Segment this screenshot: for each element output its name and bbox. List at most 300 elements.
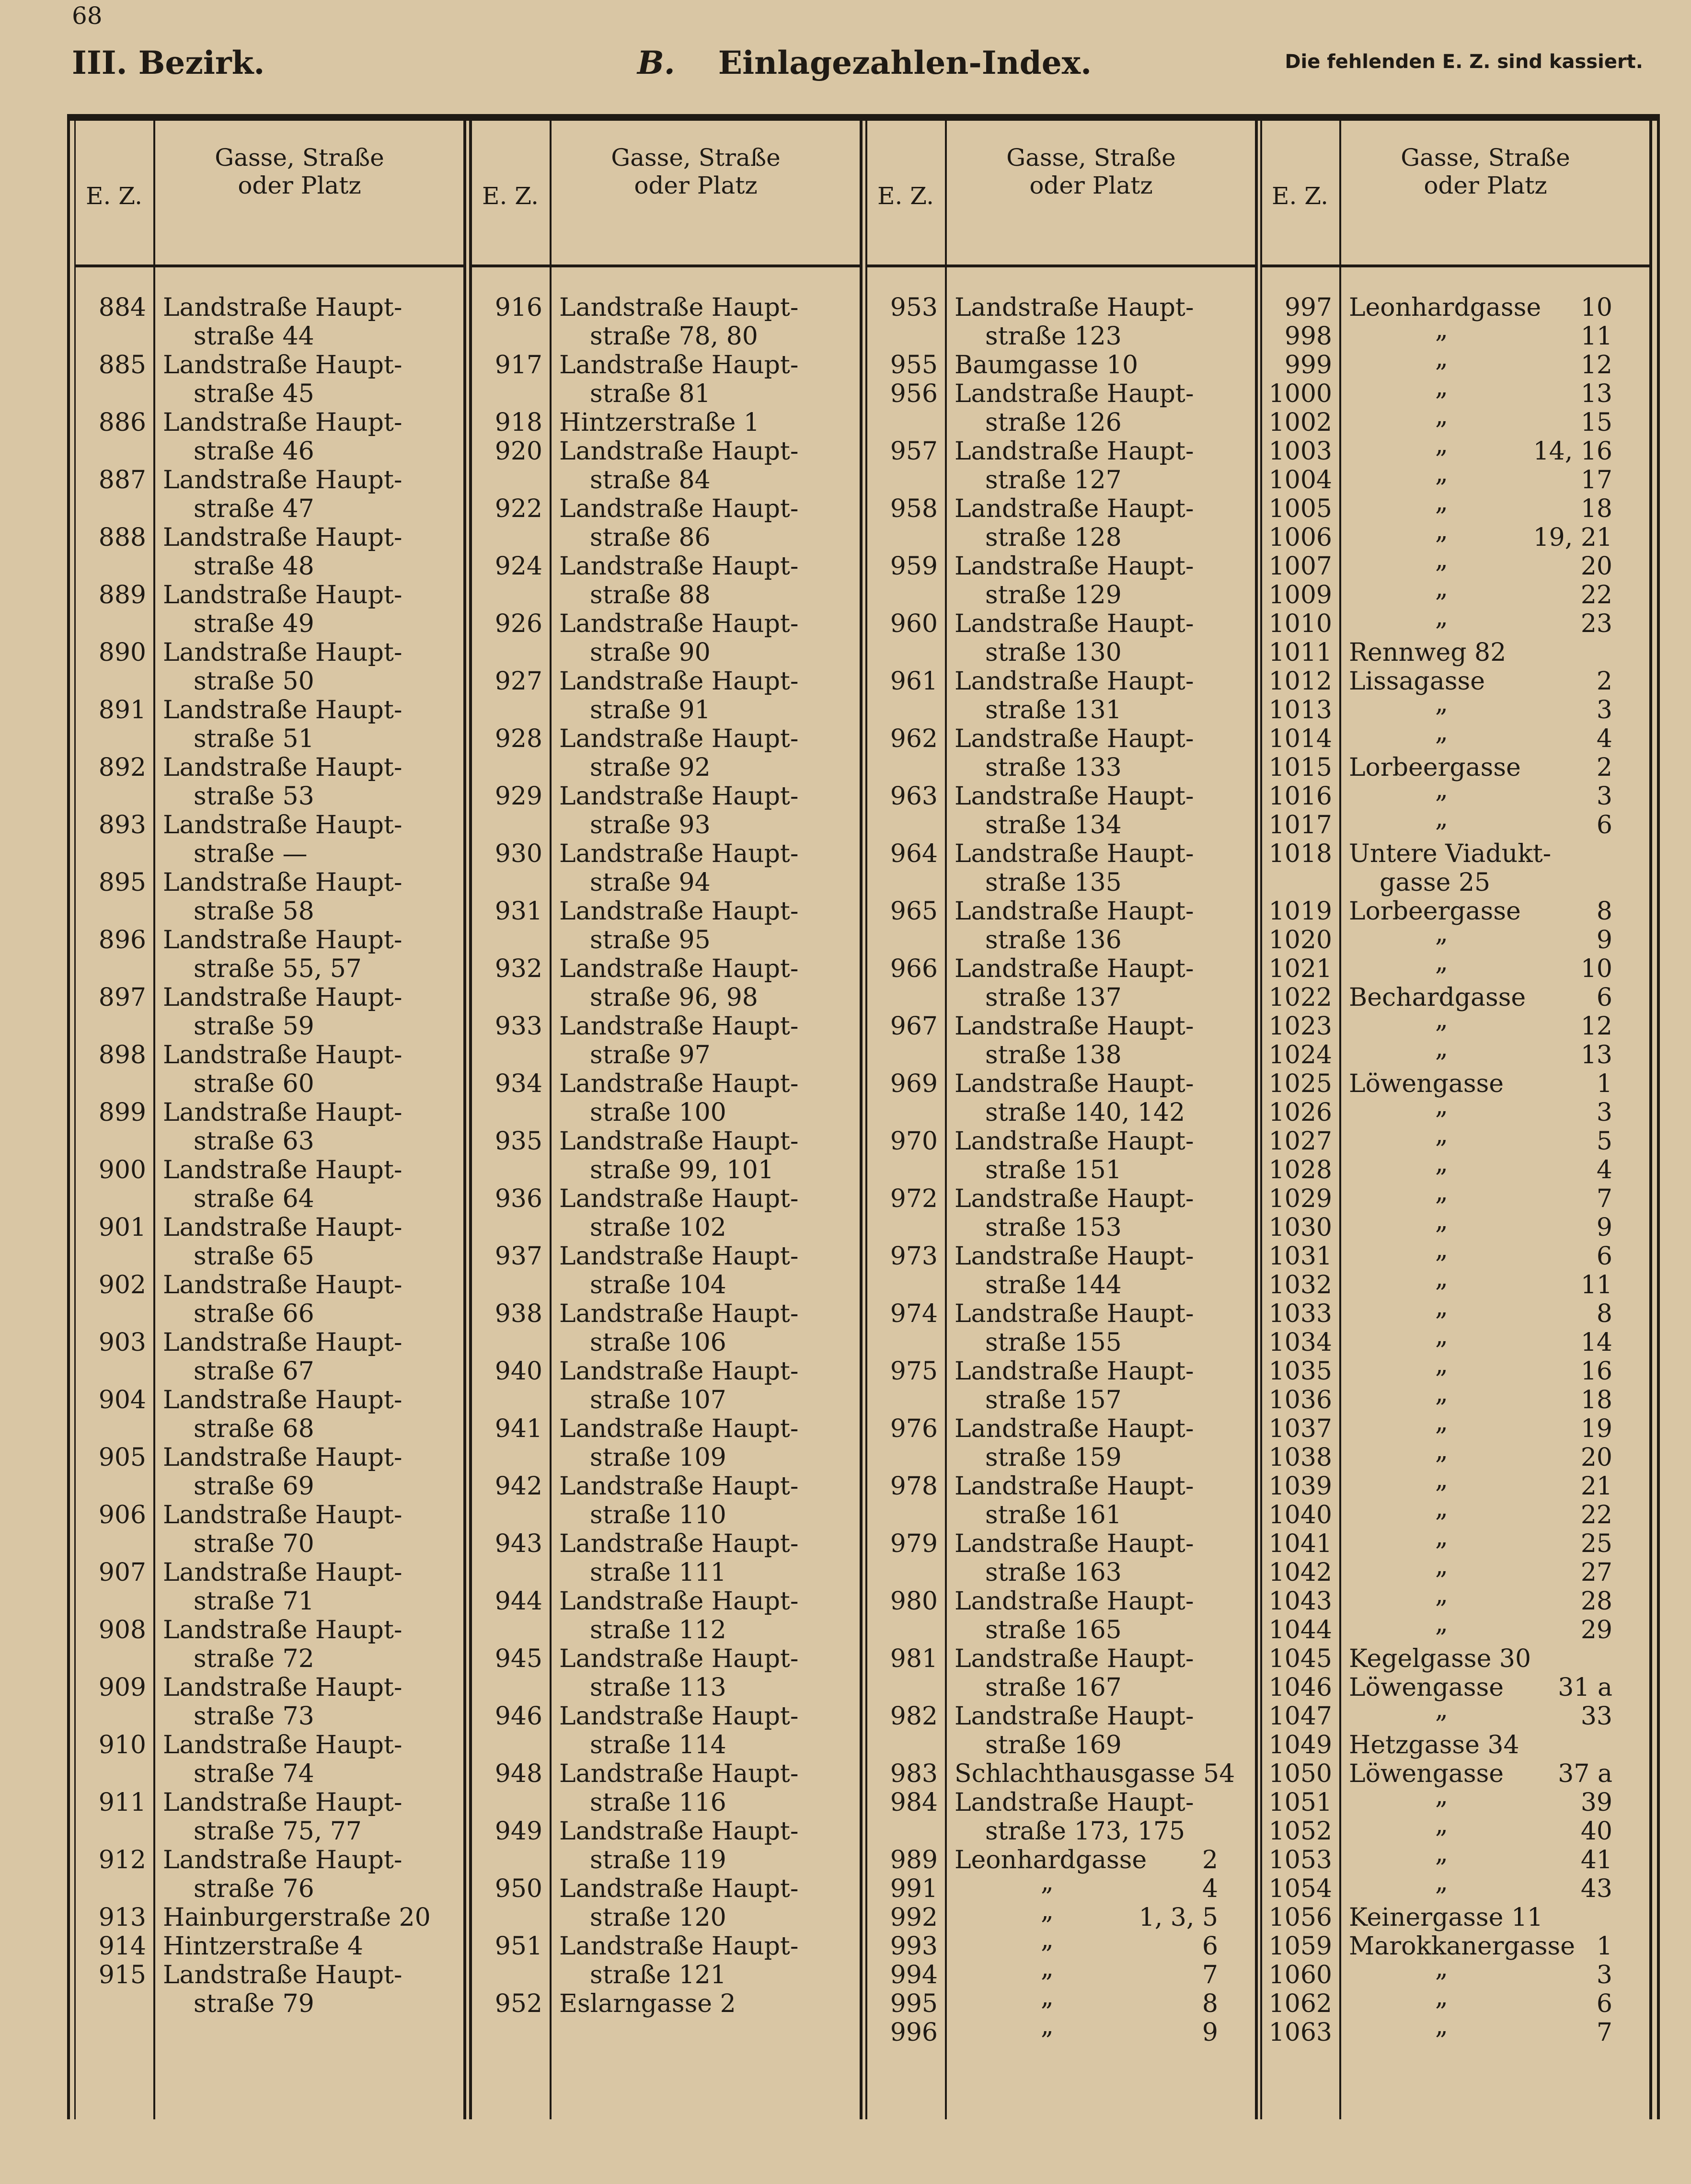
ditto-mark: „ bbox=[1435, 919, 1448, 948]
house-number: 3 bbox=[1596, 782, 1612, 811]
house-number: 3 bbox=[1596, 1098, 1612, 1127]
street-name: Landstraße Haupt- bbox=[955, 1529, 1194, 1558]
ditto-mark: „ bbox=[1435, 1782, 1448, 1810]
street-name: Leonhardgasse bbox=[955, 1846, 1147, 1874]
street-name: Landstraße Haupt- bbox=[559, 1069, 799, 1098]
ditto-mark: „ bbox=[1435, 603, 1448, 632]
street-name: Landstraße Haupt- bbox=[163, 408, 403, 437]
street-name-continued: straße 79 bbox=[194, 1989, 314, 2018]
ez-number: 1029 bbox=[1268, 1184, 1332, 1213]
house-number: 4 bbox=[1596, 1156, 1612, 1184]
street-name: Landstraße Haupt- bbox=[163, 696, 403, 724]
ez-number: 1014 bbox=[1268, 724, 1332, 753]
ditto-mark: „ bbox=[1435, 1149, 1448, 1178]
street-name-continued: straße 48 bbox=[194, 552, 314, 581]
ez-number: 1041 bbox=[1268, 1529, 1332, 1558]
header-rule bbox=[1260, 264, 1651, 267]
ez-number: 890 bbox=[98, 638, 146, 667]
street-name: Landstraße Haupt- bbox=[955, 1127, 1194, 1156]
street-name: Landstraße Haupt- bbox=[955, 1242, 1194, 1271]
ez-number: 1038 bbox=[1268, 1443, 1332, 1472]
ez-number: 900 bbox=[98, 1156, 146, 1184]
street-name: Landstraße Haupt- bbox=[163, 1673, 403, 1702]
house-number: 23 bbox=[1580, 609, 1612, 638]
street-name: Landstraße Haupt- bbox=[559, 724, 799, 753]
street-name: Löwengasse bbox=[1349, 1759, 1504, 1788]
street-name-continued: straße 44 bbox=[194, 322, 314, 351]
ez-number: 1059 bbox=[1268, 1932, 1332, 1961]
street-name: Landstraße Haupt- bbox=[955, 1414, 1194, 1443]
ez-number: 1047 bbox=[1268, 1702, 1332, 1731]
ez-number: 965 bbox=[890, 897, 938, 926]
ez-number: 1012 bbox=[1268, 667, 1332, 696]
street-name-continued: straße 129 bbox=[985, 581, 1122, 609]
ez-number: 932 bbox=[495, 954, 542, 983]
street-name: Landstraße Haupt- bbox=[559, 1357, 799, 1386]
house-number: 20 bbox=[1580, 552, 1612, 581]
ez-number: 937 bbox=[495, 1242, 542, 1271]
street-name-continued: straße 53 bbox=[194, 782, 314, 811]
street-name: Landstraße Haupt- bbox=[559, 437, 799, 466]
ez-number: 956 bbox=[890, 379, 938, 408]
street-name: Landstraße Haupt- bbox=[163, 1271, 403, 1299]
street-header-line1: Gasse, Straße bbox=[611, 144, 781, 172]
house-number: 6 bbox=[1596, 811, 1612, 839]
street-name: Landstraße Haupt- bbox=[163, 926, 403, 954]
ez-number: 885 bbox=[98, 351, 146, 379]
street-header-line1: Gasse, Straße bbox=[1401, 144, 1570, 172]
ez-number: 1049 bbox=[1268, 1731, 1332, 1759]
street-name: Landstraße Haupt- bbox=[559, 609, 799, 638]
street-name: Landstraße Haupt- bbox=[955, 1012, 1194, 1041]
ez-number: 974 bbox=[890, 1299, 938, 1328]
house-number: 41 bbox=[1580, 1846, 1612, 1874]
ez-number: 924 bbox=[495, 552, 542, 581]
street-name: Landstraße Haupt- bbox=[955, 954, 1194, 983]
house-number: 12 bbox=[1580, 351, 1612, 379]
street-name: Landstraße Haupt- bbox=[163, 1328, 403, 1357]
house-number: 11 bbox=[1580, 322, 1612, 351]
header-rule bbox=[866, 264, 1256, 267]
street-name: Löwengasse bbox=[1349, 1673, 1504, 1702]
street-name: Landstraße Haupt- bbox=[955, 437, 1194, 466]
ez-number: 982 bbox=[890, 1702, 938, 1731]
ez-number: 1024 bbox=[1268, 1041, 1332, 1069]
ez-number: 1030 bbox=[1268, 1213, 1332, 1242]
ez-number: 893 bbox=[98, 811, 146, 839]
ez-number: 902 bbox=[98, 1271, 146, 1299]
street-name-continued: straße 119 bbox=[590, 1846, 726, 1874]
street-name: Landstraße Haupt- bbox=[955, 724, 1194, 753]
street-name-continued: straße 51 bbox=[194, 724, 314, 753]
ez-number: 951 bbox=[495, 1932, 542, 1961]
street-name: Landstraße Haupt- bbox=[559, 1759, 799, 1788]
street-name: Hintzerstraße 4 bbox=[163, 1932, 363, 1961]
ditto-mark: „ bbox=[1435, 689, 1448, 718]
ditto-mark: „ bbox=[1435, 2012, 1448, 2040]
house-number: 25 bbox=[1580, 1529, 1612, 1558]
street-name: Landstraße Haupt- bbox=[163, 1443, 403, 1472]
street-name: Landstraße Haupt- bbox=[559, 1644, 799, 1673]
street-name: Landstraße Haupt- bbox=[163, 1961, 403, 1989]
street-name-continued: straße 70 bbox=[194, 1529, 314, 1558]
district-title: III. Bezirk. bbox=[72, 44, 265, 81]
ez-number: 927 bbox=[495, 667, 542, 696]
ez-number: 991 bbox=[890, 1874, 938, 1903]
house-number: 7 bbox=[1596, 1184, 1612, 1213]
street-name: Rennweg 82 bbox=[1349, 638, 1507, 667]
street-name: Landstraße Haupt- bbox=[559, 1012, 799, 1041]
street-name-continued: straße 45 bbox=[194, 379, 314, 408]
street-name: Landstraße Haupt- bbox=[955, 839, 1194, 868]
street-name-continued: straße 71 bbox=[194, 1587, 314, 1616]
ditto-mark: „ bbox=[1435, 1178, 1448, 1207]
ez-number: 1004 bbox=[1268, 466, 1332, 494]
ditto-mark: „ bbox=[1435, 1609, 1448, 1638]
ez-number: 943 bbox=[495, 1529, 542, 1558]
ez-number: 953 bbox=[890, 293, 938, 322]
ez-number: 938 bbox=[495, 1299, 542, 1328]
ez-number: 950 bbox=[495, 1874, 542, 1903]
house-number: 18 bbox=[1580, 494, 1612, 523]
house-number: 4 bbox=[1202, 1874, 1218, 1903]
street-header-line2: oder Platz bbox=[1424, 172, 1547, 199]
ez-number: 964 bbox=[890, 839, 938, 868]
ez-number: 896 bbox=[98, 926, 146, 954]
ez-header: E. Z. bbox=[1271, 182, 1329, 210]
street-name: Hainburgerstraße 20 bbox=[163, 1903, 431, 1932]
ez-number: 895 bbox=[98, 868, 146, 897]
street-name-continued: straße 127 bbox=[985, 466, 1122, 494]
ez-number: 897 bbox=[98, 983, 146, 1012]
house-number: 6 bbox=[1596, 1989, 1612, 2018]
ditto-mark: „ bbox=[1435, 1695, 1448, 1724]
street-name: Landstraße Haupt- bbox=[163, 868, 403, 897]
ez-number: 952 bbox=[495, 1989, 542, 2018]
column-rule bbox=[945, 121, 947, 2119]
street-name-continued: straße 81 bbox=[590, 379, 711, 408]
ez-number: 884 bbox=[98, 293, 146, 322]
ditto-mark: „ bbox=[1435, 1235, 1448, 1264]
street-name-continued: straße 114 bbox=[590, 1731, 726, 1759]
ez-number: 966 bbox=[890, 954, 938, 983]
house-number: 43 bbox=[1580, 1874, 1612, 1903]
ez-number: 970 bbox=[890, 1127, 938, 1156]
street-name: Kegelgasse 30 bbox=[1349, 1644, 1531, 1673]
house-number: 13 bbox=[1580, 379, 1612, 408]
street-name: Landstraße Haupt- bbox=[559, 782, 799, 811]
street-name: Keinergasse 11 bbox=[1349, 1903, 1543, 1932]
street-name: Landstraße Haupt- bbox=[559, 667, 799, 696]
ditto-mark: „ bbox=[1435, 775, 1448, 804]
house-number: 19, 21 bbox=[1533, 523, 1612, 552]
street-name-continued: straße 128 bbox=[985, 523, 1122, 552]
house-number: 18 bbox=[1580, 1386, 1612, 1414]
ditto-mark: „ bbox=[1435, 1379, 1448, 1408]
house-number: 2 bbox=[1596, 667, 1612, 696]
street-name: Landstraße Haupt- bbox=[559, 1587, 799, 1616]
house-number: 2 bbox=[1202, 1846, 1218, 1874]
street-name-continued: straße 131 bbox=[985, 696, 1122, 724]
street-name-continued: straße 50 bbox=[194, 667, 314, 696]
ez-number: 1033 bbox=[1268, 1299, 1332, 1328]
section-title: Einlagezahlen-Index. bbox=[718, 44, 1092, 81]
ditto-mark: „ bbox=[1435, 1207, 1448, 1235]
ez-number: 1045 bbox=[1268, 1644, 1332, 1673]
ez-number: 1007 bbox=[1268, 552, 1332, 581]
ez-number: 899 bbox=[98, 1098, 146, 1127]
ez-number: 1027 bbox=[1268, 1127, 1332, 1156]
ez-number: 962 bbox=[890, 724, 938, 753]
street-name-continued: straße 165 bbox=[985, 1616, 1122, 1644]
street-name: Landstraße Haupt- bbox=[559, 552, 799, 581]
ez-number: 936 bbox=[495, 1184, 542, 1213]
street-name-continued: straße 121 bbox=[590, 1961, 726, 1989]
street-name: Landstraße Haupt- bbox=[163, 351, 403, 379]
street-name-continued: straße 109 bbox=[590, 1443, 726, 1472]
house-number: 40 bbox=[1580, 1817, 1612, 1846]
street-header-line2: oder Platz bbox=[238, 172, 361, 199]
ez-number: 892 bbox=[98, 753, 146, 782]
ez-number: 1062 bbox=[1268, 1989, 1332, 2018]
street-name-continued: straße 76 bbox=[194, 1874, 314, 1903]
ez-number: 1011 bbox=[1268, 638, 1332, 667]
street-name: Landstraße Haupt- bbox=[955, 1472, 1194, 1501]
street-name-continued: straße 75, 77 bbox=[194, 1817, 362, 1846]
street-name-continued: straße 67 bbox=[194, 1357, 314, 1386]
house-number: 9 bbox=[1596, 926, 1612, 954]
ez-number: 935 bbox=[495, 1127, 542, 1156]
section-heading bbox=[637, 44, 1092, 81]
ez-number: 906 bbox=[98, 1501, 146, 1529]
ez-number: 994 bbox=[890, 1961, 938, 1989]
ditto-mark: „ bbox=[1435, 1408, 1448, 1437]
street-name: Bechardgasse bbox=[1349, 983, 1526, 1012]
ez-number: 975 bbox=[890, 1357, 938, 1386]
ez-number: 949 bbox=[495, 1817, 542, 1846]
house-number: 14 bbox=[1580, 1328, 1612, 1357]
house-number: 37 a bbox=[1558, 1759, 1612, 1788]
ez-number: 992 bbox=[890, 1903, 938, 1932]
street-name-continued: straße 68 bbox=[194, 1414, 314, 1443]
street-name: Landstraße Haupt- bbox=[559, 494, 799, 523]
ditto-mark: „ bbox=[1435, 1034, 1448, 1063]
ez-number: 1000 bbox=[1268, 379, 1332, 408]
ez-number: 1053 bbox=[1268, 1846, 1332, 1874]
ditto-mark: „ bbox=[1435, 1983, 1448, 2012]
ez-number: 1037 bbox=[1268, 1414, 1332, 1443]
street-name: Landstraße Haupt- bbox=[163, 523, 403, 552]
street-name: Landstraße Haupt- bbox=[559, 839, 799, 868]
ez-number: 1010 bbox=[1268, 609, 1332, 638]
street-name: Landstraße Haupt- bbox=[163, 1041, 403, 1069]
street-name: Landstraße Haupt- bbox=[955, 293, 1194, 322]
street-name-continued: straße 111 bbox=[590, 1558, 726, 1587]
street-name: Landstraße Haupt- bbox=[559, 1414, 799, 1443]
ez-number: 898 bbox=[98, 1041, 146, 1069]
ez-number: 905 bbox=[98, 1443, 146, 1472]
street-name-continued: straße 153 bbox=[985, 1213, 1122, 1242]
ditto-mark: „ bbox=[1041, 2012, 1054, 2040]
group-rule bbox=[463, 121, 466, 2119]
street-name: Leonhardgasse bbox=[1349, 293, 1541, 322]
house-number: 14, 16 bbox=[1533, 437, 1612, 466]
street-name: Landstraße Haupt- bbox=[955, 1702, 1194, 1731]
street-name-continued: straße 49 bbox=[194, 609, 314, 638]
ditto-mark: „ bbox=[1435, 1580, 1448, 1609]
ditto-mark: „ bbox=[1041, 1925, 1054, 1954]
ez-number: 996 bbox=[890, 2018, 938, 2047]
street-name: Landstraße Haupt- bbox=[163, 466, 403, 494]
house-number: 11 bbox=[1580, 1271, 1612, 1299]
ditto-mark: „ bbox=[1041, 1868, 1054, 1897]
street-name-continued: straße 66 bbox=[194, 1299, 314, 1328]
ez-number: 963 bbox=[890, 782, 938, 811]
street-name: Untere Viadukt- bbox=[1349, 839, 1552, 868]
street-name: Landstraße Haupt- bbox=[163, 1098, 403, 1127]
street-name-continued: straße 69 bbox=[194, 1472, 314, 1501]
ditto-mark: „ bbox=[1435, 1954, 1448, 1983]
house-number: 5 bbox=[1596, 1127, 1612, 1156]
street-name-continued: straße 161 bbox=[985, 1501, 1122, 1529]
house-number: 19 bbox=[1580, 1414, 1612, 1443]
ditto-mark: „ bbox=[1435, 517, 1448, 545]
ditto-mark: „ bbox=[1041, 1983, 1054, 2012]
ditto-mark: „ bbox=[1435, 402, 1448, 430]
ez-number: 1042 bbox=[1268, 1558, 1332, 1587]
street-name-continued: straße 90 bbox=[590, 638, 711, 667]
street-name-continued: straße 88 bbox=[590, 581, 711, 609]
house-number: 33 bbox=[1580, 1702, 1612, 1731]
ditto-mark: „ bbox=[1041, 1954, 1054, 1983]
ez-number: 914 bbox=[98, 1932, 146, 1961]
ez-number: 942 bbox=[495, 1472, 542, 1501]
street-name-continued: straße 47 bbox=[194, 494, 314, 523]
ez-number: 969 bbox=[890, 1069, 938, 1098]
street-name: Landstraße Haupt- bbox=[163, 1386, 403, 1414]
house-number: 10 bbox=[1580, 954, 1612, 983]
street-name: Landstraße Haupt- bbox=[163, 753, 403, 782]
street-name-continued: straße 84 bbox=[590, 466, 711, 494]
house-number: 8 bbox=[1596, 1299, 1612, 1328]
street-header-line2: oder Platz bbox=[1029, 172, 1153, 199]
ez-number: 1003 bbox=[1268, 437, 1332, 466]
ez-number: 1020 bbox=[1268, 926, 1332, 954]
street-name: Landstraße Haupt- bbox=[163, 1156, 403, 1184]
ez-number: 989 bbox=[890, 1846, 938, 1874]
house-number: 3 bbox=[1596, 696, 1612, 724]
ez-number: 1005 bbox=[1268, 494, 1332, 523]
house-number: 1 bbox=[1596, 1932, 1612, 1961]
house-number: 20 bbox=[1580, 1443, 1612, 1472]
house-number: 8 bbox=[1596, 897, 1612, 926]
ditto-mark: „ bbox=[1435, 1437, 1448, 1465]
street-name-continued: straße 95 bbox=[590, 926, 711, 954]
ez-number: 1016 bbox=[1268, 782, 1332, 811]
street-name-continued: straße 157 bbox=[985, 1386, 1122, 1414]
ez-number: 1023 bbox=[1268, 1012, 1332, 1041]
header-note: Die fehlenden E. Z. sind kassiert. bbox=[1285, 51, 1643, 73]
house-number: 22 bbox=[1580, 1501, 1612, 1529]
street-name: Landstraße Haupt- bbox=[955, 1644, 1194, 1673]
house-number: 7 bbox=[1202, 1961, 1218, 1989]
ez-number: 1022 bbox=[1268, 983, 1332, 1012]
street-name-continued: straße 86 bbox=[590, 523, 711, 552]
street-name-continued: gasse 25 bbox=[1380, 868, 1491, 897]
ez-number: 976 bbox=[890, 1414, 938, 1443]
ez-number: 955 bbox=[890, 351, 938, 379]
house-number: 7 bbox=[1596, 2018, 1612, 2047]
house-number: 21 bbox=[1580, 1472, 1612, 1501]
street-name: Landstraße Haupt- bbox=[163, 1213, 403, 1242]
ditto-mark: „ bbox=[1041, 1897, 1054, 1925]
ez-number: 1035 bbox=[1268, 1357, 1332, 1386]
ez-number: 910 bbox=[98, 1731, 146, 1759]
street-name: Landstraße Haupt- bbox=[559, 1932, 799, 1961]
street-name: Landstraße Haupt- bbox=[955, 1299, 1194, 1328]
street-name: Landstraße Haupt- bbox=[559, 1472, 799, 1501]
street-name-continued: straße 112 bbox=[590, 1616, 726, 1644]
street-name: Landstraße Haupt- bbox=[955, 494, 1194, 523]
house-number: 17 bbox=[1580, 466, 1612, 494]
ditto-mark: „ bbox=[1435, 488, 1448, 517]
ez-number: 961 bbox=[890, 667, 938, 696]
street-name-continued: straße 144 bbox=[985, 1271, 1122, 1299]
ditto-mark: „ bbox=[1435, 1839, 1448, 1868]
street-name: Lorbeergasse bbox=[1349, 753, 1521, 782]
house-number: 9 bbox=[1596, 1213, 1612, 1242]
street-name: Landstraße Haupt- bbox=[163, 638, 403, 667]
ez-number: 999 bbox=[1284, 351, 1332, 379]
street-name-continued: straße 116 bbox=[590, 1788, 726, 1817]
ditto-mark: „ bbox=[1435, 948, 1448, 977]
street-header-line1: Gasse, Straße bbox=[215, 144, 384, 172]
ditto-mark: „ bbox=[1435, 1494, 1448, 1523]
street-name-continued: straße 120 bbox=[590, 1903, 726, 1932]
ditto-mark: „ bbox=[1435, 315, 1448, 344]
ez-number: 1052 bbox=[1268, 1817, 1332, 1846]
ez-number: 1063 bbox=[1268, 2018, 1332, 2047]
house-number: 10 bbox=[1580, 293, 1612, 322]
ditto-mark: „ bbox=[1435, 1552, 1448, 1580]
street-name-continued: straße 155 bbox=[985, 1328, 1122, 1357]
ditto-mark: „ bbox=[1435, 1092, 1448, 1120]
ez-number: 904 bbox=[98, 1386, 146, 1414]
ez-number: 948 bbox=[495, 1759, 542, 1788]
ez-number: 916 bbox=[495, 293, 542, 322]
ez-number: 1043 bbox=[1268, 1587, 1332, 1616]
house-number: 13 bbox=[1580, 1041, 1612, 1069]
street-name-continued: straße 113 bbox=[590, 1673, 726, 1702]
ez-number: 915 bbox=[98, 1961, 146, 1989]
ez-number: 1036 bbox=[1268, 1386, 1332, 1414]
street-name: Schlachthausgasse 54 bbox=[955, 1759, 1235, 1788]
street-name: Landstraße Haupt- bbox=[955, 667, 1194, 696]
street-name-continued: straße 63 bbox=[194, 1127, 314, 1156]
street-name: Landstraße Haupt- bbox=[163, 1846, 403, 1874]
street-name: Landstraße Haupt- bbox=[955, 1184, 1194, 1213]
street-name: Landstraße Haupt- bbox=[559, 1184, 799, 1213]
ez-number: 978 bbox=[890, 1472, 938, 1501]
ez-number: 946 bbox=[495, 1702, 542, 1731]
street-name-continued: straße 102 bbox=[590, 1213, 726, 1242]
ez-number: 941 bbox=[495, 1414, 542, 1443]
street-name-continued: straße 78, 80 bbox=[590, 322, 758, 351]
street-name: Landstraße Haupt- bbox=[163, 811, 403, 839]
ez-number: 1060 bbox=[1268, 1961, 1332, 1989]
street-name: Löwengasse bbox=[1349, 1069, 1504, 1098]
street-name-continued: straße 106 bbox=[590, 1328, 726, 1357]
